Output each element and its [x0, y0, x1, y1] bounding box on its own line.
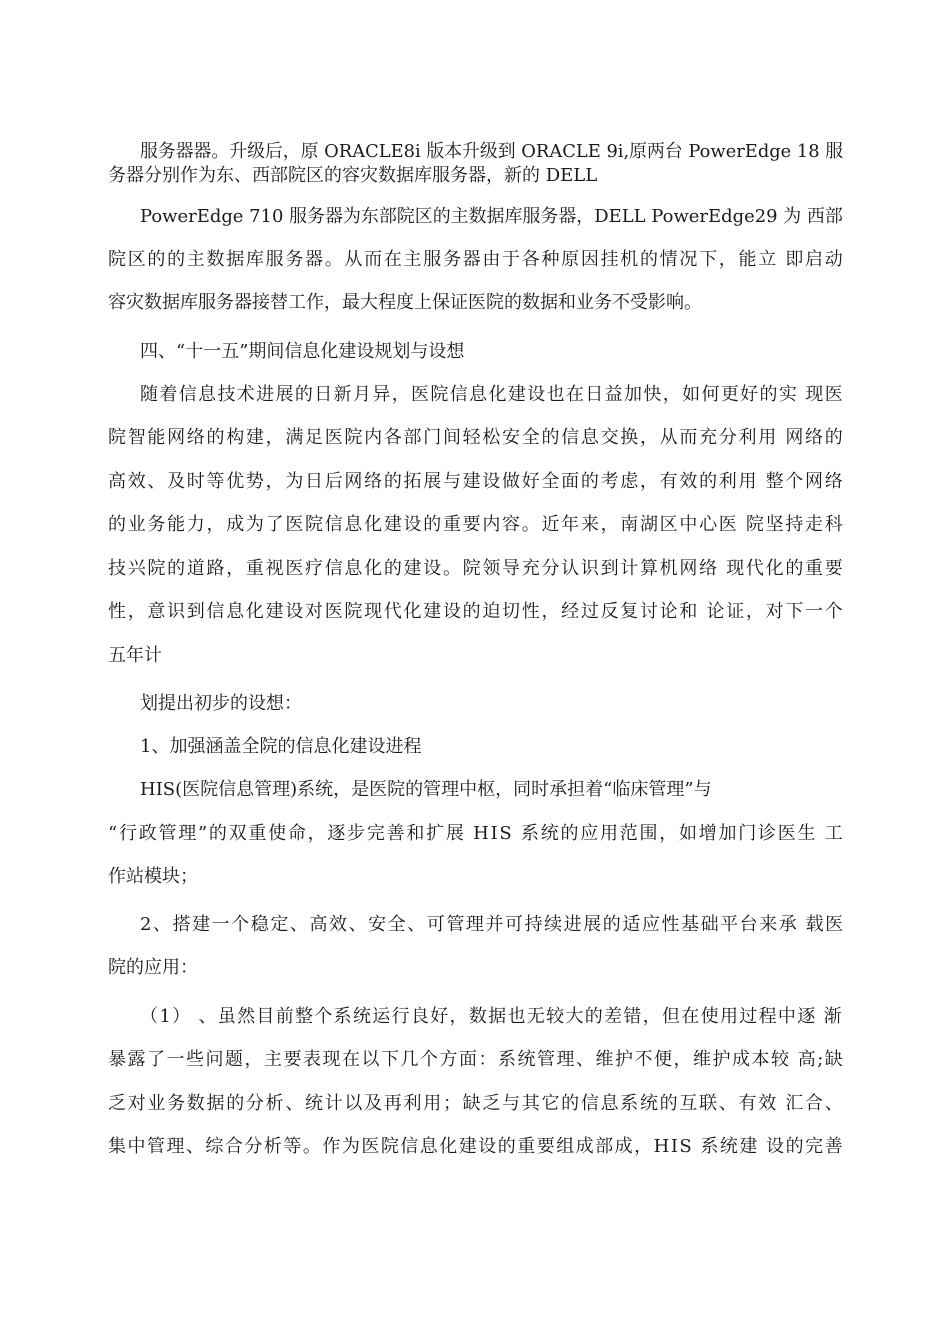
text-line: 集中管理、综合分析等。作为医院信息化建设的重要组成部成，HIS 系统建 设的完善 [108, 1136, 845, 1157]
text-line: PowerEdge 710 服务器为东部院区的主数据库服务器，DELL PowerEdge29 为 西部 [140, 206, 843, 227]
text-line: 院智能网络的构建，满足医院内各部门间轻松安全的信息交换，从而充分利用 网络的 [108, 427, 845, 448]
text-line: 高效、及时等优势，为日后网络的拓展与建设做好全面的考虑，有效的利用 整个网络 [108, 471, 845, 492]
text-line: 院区的的主数据库服务器。从而在主服务器由于各种原因挂机的情况下，能立 即启动 [108, 249, 845, 270]
text-line: 乏对业务数据的分析、统计以及再利用；缺乏与其它的信息系统的互联、有效 汇合、 [108, 1093, 845, 1114]
section-heading: 1、加强涵盖全院的信息化建设进程 [140, 736, 422, 757]
text-line: 五年计 [108, 645, 162, 666]
text-line: 技兴院的道路，重视医疗信息化的建设。院领导充分认识到计算机网络 现代化的重要 [108, 558, 845, 579]
text-line: 务器分别作为东、西部院区的容灾数据库服务器，新的 DELL [108, 165, 598, 186]
text-line: 服务器器。升级后，原 ORACLE8i 版本升级到 ORACLE 9i,原两台 PowerEdge 18 服 [140, 141, 844, 162]
text-line: 划提出初步的设想： [140, 693, 302, 714]
section-heading: 四、“十一五”期间信息化建设规划与设想 [140, 341, 465, 362]
text-line: 院的应用： [108, 957, 198, 978]
text-line: （1） 、虽然目前整个系统运行良好，数据也无较大的差错，但在使用过程中逐 渐 [140, 1006, 843, 1027]
text-line: “行政管理”的双重使命，逐步完善和扩展 HIS 系统的应用范围，如增加门诊医生 工 [108, 823, 845, 844]
text-line: 作站模块； [108, 866, 198, 887]
text-line: HIS(医院信息管理)系统，是医院的管理中枢，同时承担着“临床管理”与 [140, 779, 712, 800]
text-line: 容灾数据库服务器接替工作，最大程度上保证医院的数据和业务不受影响。 [108, 292, 702, 313]
text-line: 性，意识到信息化建设对医院现代化建设的迫切性，经过反复讨论和 论证，对下一个 [108, 601, 845, 622]
text-line: 的业务能力，成为了医院信息化建设的重要内容。近年来，南湖区中心医 院坚持走科 [108, 514, 845, 535]
text-line: 暴露了一些问题，主要表现在以下几个方面：系统管理、维护不便，维护成本较 高;缺 [108, 1049, 845, 1070]
section-heading: 2、搭建一个稳定、高效、安全、可管理并可持续进展的适应性基础平台来承 载医 [140, 914, 845, 935]
text-line: 随着信息技术进展的日新月异，医院信息化建设也在日益加快，如何更好的实 现医 [140, 384, 845, 405]
